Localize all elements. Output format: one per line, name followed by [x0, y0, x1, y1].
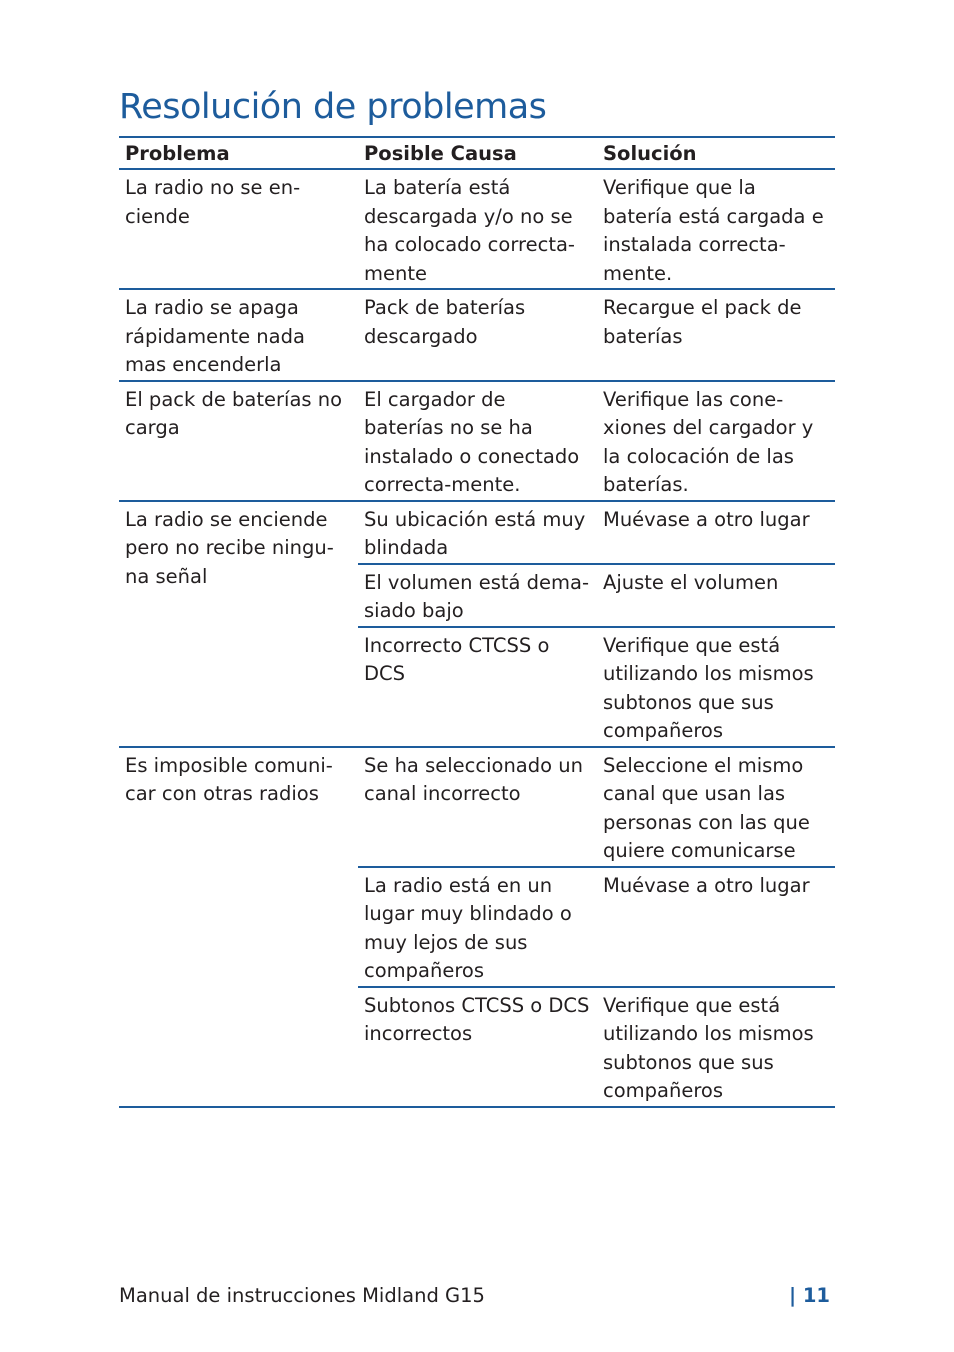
solution-cell: Muévase a otro lugar: [597, 867, 835, 987]
table-row: [119, 289, 835, 381]
problem-cell: La radio no se en-ciende: [119, 169, 358, 289]
column-header-cause: Posible Causa: [358, 137, 597, 169]
table-row: [119, 501, 835, 564]
solution-cell: Verifique que está utilizando los mismos subtonos que sus compañeros: [603, 993, 814, 1102]
footer-manual-title: Manual de instrucciones Midland G15: [119, 1284, 485, 1307]
problem-cell: La radio se apaga rápidamente nada mas encenderla: [119, 289, 358, 381]
solution-cell: Verifique las cone-xiones del cargador y la colocación de las baterías.: [597, 381, 835, 501]
page-title: Resolución de problemas: [119, 87, 547, 127]
table-body: [119, 169, 835, 1107]
solution-cell: Ajuste el volumen: [597, 564, 835, 627]
table-row: [119, 747, 835, 867]
table-header-row: [119, 137, 835, 169]
table-row: [119, 169, 835, 289]
cause-cell: Pack de baterías descargado: [358, 289, 597, 381]
cause-cell: El cargador de baterías no se ha instalado o conectado correcta-mente.: [358, 381, 597, 501]
page-number: | 11: [788, 1284, 830, 1307]
problem-cell: La radio se enciende pero no recibe ningu-na señal: [119, 501, 358, 747]
cause-cell: La batería está descargada y/o no se ha colocado correcta-mente: [358, 169, 597, 289]
solution-cell: Recargue el pack de baterías: [597, 289, 835, 381]
solution-cell: Verifique que la batería está cargada e instalada correcta-mente.: [597, 169, 835, 289]
problem-cell: El pack de baterías no carga: [119, 381, 358, 501]
cause-cell: El volumen está dema-siado bajo: [358, 564, 597, 627]
cause-cell: La radio está en un lugar muy blindado o muy lejos de sus compañeros: [358, 867, 597, 987]
cause-cell: Se ha seleccionado un canal incorrecto: [358, 747, 597, 867]
problem-cell: Es imposible comuni-car con otras radios: [119, 747, 358, 1107]
cause-cell: Incorrecto CTCSS o DCS: [358, 627, 597, 747]
column-header-problem: Problema: [119, 137, 358, 169]
solution-cell: Muévase a otro lugar: [597, 501, 835, 564]
cause-cell: Su ubicación está muy blindada: [358, 501, 597, 564]
solution-cell: Verifique que está utilizando los mismos subtonos que sus compañeros: [597, 627, 835, 747]
table-row: [119, 381, 835, 501]
troubleshooting-table: [119, 136, 835, 1108]
cause-cell: Subtonos CTCSS o DCS incorrectos: [364, 993, 590, 1045]
solution-cell: Seleccione el mismo canal que usan las personas con las que quiere comunicarse: [597, 747, 835, 867]
column-header-solution: Solución: [597, 137, 835, 169]
